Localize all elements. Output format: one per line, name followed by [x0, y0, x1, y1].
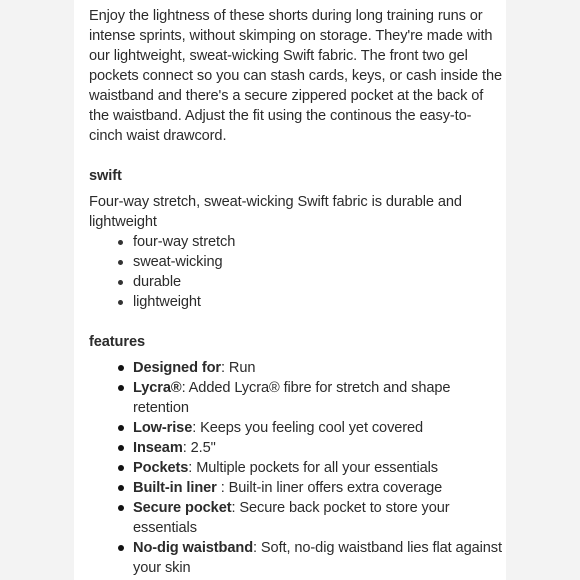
feature-item	[133, 538, 504, 578]
feature-label: Inseam	[133, 440, 183, 456]
feature-label: Designed for	[133, 360, 221, 376]
feature-text: : Keeps you feeling cool yet covered	[192, 420, 424, 436]
feature-label: Low-rise	[133, 420, 193, 436]
list-item: four-way stretch	[133, 232, 504, 252]
feature-item	[133, 498, 504, 538]
feature-label: No-dig waistband	[133, 540, 254, 556]
intro-paragraph: Enjoy the lightness of these shorts during long training runs or intense sprints, without skimping on storage. They're made with our lightweight, sweat-wicking Swift fabric. The front two gel pockets connect so you can stash cards, keys, or cash inside the waistband and there's a secure zippered pocket at the back of the waistband. Adjust the fit using the continous the easy-to-cinch waist drawcord.	[89, 8, 502, 144]
swift-heading: swift	[89, 168, 122, 184]
feature-item	[133, 478, 504, 498]
feature-item	[133, 418, 504, 438]
list-item: sweat-wicking	[133, 252, 504, 272]
product-description-panel	[74, 0, 506, 580]
feature-label: Built-in liner	[133, 480, 217, 496]
feature-text: : Soft, no-dig waistband lies flat against your skin	[133, 540, 502, 576]
feature-text: : Secure back pocket to store your essentials	[133, 500, 450, 536]
swift-description: Four-way stretch, sweat-wicking Swift fabric is durable and lightweight	[89, 194, 462, 230]
list-item: durable	[133, 272, 504, 292]
feature-text: : Multiple pockets for all your essentials	[188, 460, 438, 476]
features-list	[89, 358, 504, 578]
feature-label: Pockets	[133, 460, 189, 476]
product-description	[89, 6, 504, 578]
swift-list	[89, 232, 504, 312]
list-item: lightweight	[133, 292, 504, 312]
right-margin	[506, 0, 580, 580]
feature-text: : Built-in liner offers extra coverage	[216, 480, 443, 496]
feature-label: Secure pocket	[133, 500, 232, 516]
left-margin	[0, 0, 74, 580]
feature-item	[133, 358, 504, 378]
feature-item	[133, 458, 504, 478]
feature-text: : Added Lycra® fibre for stretch and shape retention	[133, 380, 451, 416]
feature-text: : 2.5"	[182, 440, 216, 456]
feature-label: Lycra®	[133, 380, 182, 396]
feature-item	[133, 438, 504, 458]
feature-item	[133, 378, 504, 418]
features-heading: features	[89, 334, 145, 350]
feature-text: : Run	[221, 360, 256, 376]
